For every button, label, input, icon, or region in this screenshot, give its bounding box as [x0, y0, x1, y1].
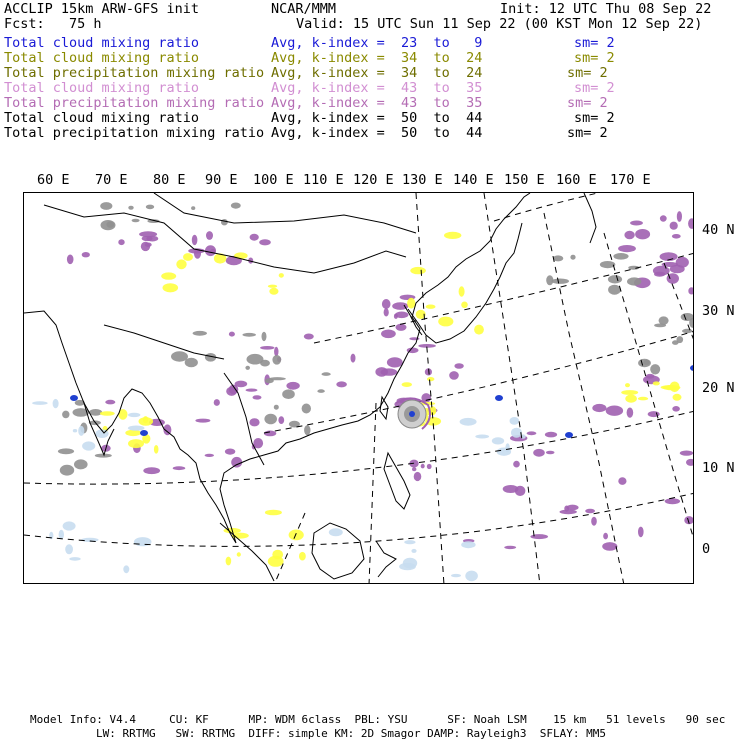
parallel-20n [264, 331, 694, 433]
cloud-core [70, 395, 78, 401]
cloud-blob [465, 571, 478, 582]
cloud-blob [461, 302, 468, 309]
cloud-blob [146, 205, 154, 210]
cloud-blob [329, 528, 343, 536]
cloud-blob [688, 287, 694, 294]
cloud-blob [381, 330, 396, 339]
cloud-blob [226, 387, 237, 396]
legend-name-7: Total precipitation mixing ratio [4, 125, 265, 141]
cloud-blob [32, 401, 48, 405]
lon-label-70e: 70 E [95, 172, 128, 188]
cloud-blob [317, 389, 324, 393]
cloud-blob [221, 219, 228, 225]
border-china [44, 205, 406, 273]
cloud-blob [381, 368, 398, 375]
cloud-blob [128, 439, 144, 448]
cloud-blob [454, 363, 463, 369]
cloud-blob [513, 461, 520, 468]
cloud-blob [451, 574, 461, 577]
cloud-blob [602, 542, 617, 551]
lat-label-30n: 30 N [702, 303, 735, 319]
cloud-blob [630, 221, 643, 226]
legend-sm-3: sm= 2 [567, 65, 608, 81]
cloud-blob [438, 317, 453, 327]
cloud-blob [125, 430, 141, 436]
cloud-blob [533, 449, 545, 457]
cloud-blob [272, 550, 283, 559]
coastline-philippines [384, 453, 410, 509]
cloud-blob [407, 298, 415, 309]
cloud-blob [673, 394, 682, 401]
cloud-blob [503, 485, 519, 493]
cloud-blob [265, 510, 282, 516]
cloud-blob [624, 231, 634, 240]
cloud-blob [229, 332, 235, 337]
cloud-blob [449, 371, 459, 380]
center-label: NCAR/MMM [271, 1, 337, 17]
cloud-blob [618, 477, 626, 485]
legend-sm-7: sm= 2 [567, 125, 608, 141]
cloud-blob [268, 285, 277, 288]
cloud-blob [384, 308, 389, 316]
coastlines [24, 193, 596, 581]
cloud-blob [396, 324, 407, 331]
cloud-blob [650, 364, 660, 374]
cloud-blob [286, 382, 299, 390]
legend-avg-1: Avg, k-index = 23 to 9 [271, 35, 483, 51]
parallel-10n [24, 411, 694, 484]
cloud-blob [551, 279, 569, 284]
cloud-blob [682, 329, 693, 333]
coastline-sulawesi [376, 541, 396, 577]
cloud-blob [412, 467, 416, 471]
cloud-blob [192, 235, 198, 245]
cloud-blob [214, 399, 220, 406]
legend-name-2: Total cloud mixing ratio [4, 50, 200, 66]
cloud-blob [264, 431, 276, 437]
lon-label-150e: 150 E [504, 172, 545, 188]
cloud-blob [242, 333, 256, 337]
cloud-blob [246, 389, 258, 392]
cloud-blob [250, 234, 259, 241]
cloud-blob [269, 288, 278, 295]
legend-sm-6: sm= 2 [574, 110, 615, 126]
cloud-blob [161, 272, 176, 279]
cloud-blob [143, 467, 160, 474]
cloud-blob [272, 355, 281, 365]
cloud-blob [304, 425, 310, 435]
cloud-blob [592, 404, 606, 412]
legend-name-3: Total precipitation mixing ratio [4, 65, 265, 81]
cloud-blob [59, 530, 64, 540]
map-canvas [24, 193, 694, 584]
cloud-blob [231, 203, 241, 209]
lat-label-0: 0 [702, 541, 711, 557]
legend-sm-5: sm= 2 [567, 95, 608, 111]
lat-label-40n: 40 N [702, 222, 735, 238]
legend-avg-2: Avg, k-index = 34 to 24 [271, 50, 483, 66]
cloud-blob [269, 377, 286, 380]
cloud-blob [545, 432, 557, 438]
coastline-taiwan [380, 397, 388, 419]
cloud-blob [351, 354, 356, 363]
cloud-blob [143, 416, 148, 423]
meridian-110e [274, 513, 305, 584]
cloud-blob [237, 552, 241, 556]
cloud-blob [100, 411, 115, 416]
cloud-blob [245, 366, 250, 370]
legend-name-1: Total cloud mixing ratio [4, 35, 200, 51]
cloud-blob [474, 325, 484, 335]
cloud-blob [123, 565, 129, 573]
cloud-blob [475, 435, 489, 439]
cloud-blob [492, 437, 504, 444]
cloud-blob [73, 429, 77, 432]
cloud-blob [608, 275, 622, 283]
legend-sm-2: sm= 2 [574, 50, 615, 66]
cloud-blob [63, 521, 76, 530]
cloud-blob [231, 457, 242, 468]
cloud-blob [67, 255, 74, 265]
cloud-fields [32, 202, 694, 581]
cloud-blob [627, 408, 634, 418]
cloud-blob [600, 261, 615, 268]
legend-name-4: Total cloud mixing ratio [4, 80, 200, 96]
cloud-blob [226, 557, 232, 566]
model-info-line-2: LW: RRTMG SW: RRTMG DIFF: simple KM: 2D Smagor DAMP: Rayleigh3 SFLAY: MM5 [96, 727, 606, 740]
cloud-blob [530, 534, 548, 539]
cloud-blob [299, 552, 306, 561]
cloud-blob [618, 245, 636, 252]
cloud-blob [627, 277, 641, 285]
lat-label-20n: 20 N [702, 380, 735, 396]
cloud-blob [403, 558, 417, 569]
cloud-blob [274, 347, 278, 357]
legend-name-5: Total precipitation mixing ratio [4, 95, 265, 111]
cloud-blob [336, 381, 347, 387]
cloud-blob [62, 411, 69, 419]
cloud-blob [171, 351, 188, 361]
cloud-blob [74, 459, 88, 469]
cloud-blob [274, 405, 279, 410]
cloud-blob [660, 215, 667, 221]
cloud-blob [427, 377, 434, 381]
cloud-blob [101, 220, 116, 230]
cloud-blob [527, 431, 537, 435]
init-time: Init: 12 UTC Thu 08 Sep 22 [500, 1, 712, 17]
cloud-blob [653, 381, 660, 385]
lon-label-90e: 90 E [205, 172, 238, 188]
border-himalaya [104, 325, 224, 359]
cloud-blob [118, 239, 124, 245]
cloud-blob [128, 426, 145, 431]
lon-label-170e: 170 E [610, 172, 651, 188]
cloud-blob [78, 426, 84, 436]
cloud-blob [672, 234, 681, 239]
meridian-150e [544, 213, 624, 584]
cloud-blob [176, 259, 186, 269]
cloud-core [140, 430, 148, 436]
cloud-blob [206, 231, 213, 240]
cloud-blob [670, 265, 685, 274]
cloud-core [495, 395, 503, 401]
cloud-blob [183, 253, 193, 261]
cloud-blob [173, 466, 186, 470]
cloud-blob [625, 383, 630, 387]
cloud-blob [421, 464, 425, 469]
legend-name-6: Total cloud mixing ratio [4, 110, 200, 126]
cloud-blob [205, 454, 214, 457]
cloud-blob [659, 316, 669, 324]
coastline-asia [24, 193, 530, 543]
lon-label-140e: 140 E [453, 172, 494, 188]
cloud-blob [621, 390, 638, 395]
lon-label-110e: 110 E [303, 172, 344, 188]
cloud-blob [643, 360, 649, 365]
cloud-blob [132, 219, 140, 222]
legend-avg-7: Avg, k-index = 50 to 44 [271, 125, 483, 141]
cloud-blob [264, 414, 277, 425]
cloud-core [690, 365, 694, 371]
cloud-blob [404, 540, 415, 544]
cloud-blob [546, 451, 555, 454]
cloud-blob [606, 406, 623, 416]
cloud-blob [410, 267, 426, 274]
cloud-blob [387, 357, 403, 367]
cloud-blob [249, 418, 259, 426]
cloud-blob [382, 299, 391, 309]
cloud-blob [608, 285, 621, 295]
cloud-blob [677, 211, 682, 222]
cloud-blob [680, 451, 693, 456]
cloud-blob [414, 472, 422, 481]
cloud-blob [570, 255, 575, 260]
legend-sm-4: sm= 2 [574, 80, 615, 96]
cloud-blob [427, 464, 432, 469]
lon-label-120e: 120 E [353, 172, 394, 188]
cloud-blob [139, 231, 157, 237]
legend-avg-6: Avg, k-index = 50 to 44 [271, 110, 483, 126]
lat-label-10n: 10 N [702, 460, 735, 476]
lon-label-60e: 60 E [37, 172, 70, 188]
valid-time: Valid: 15 UTC Sun 11 Sep 22 (00 KST Mon 12 Sep 22) [296, 16, 703, 32]
legend-avg-3: Avg, k-index = 34 to 24 [271, 65, 483, 81]
legend-sm-1: sm= 2 [574, 35, 615, 51]
cloud-blob [225, 449, 235, 455]
cloud-blob [145, 243, 152, 247]
cloud-blob [688, 218, 694, 229]
cloud-blob [566, 505, 578, 511]
cloud-blob [394, 314, 398, 319]
cloud-blob [259, 239, 271, 245]
border-mongolia [154, 193, 416, 233]
cloud-blob [289, 530, 304, 541]
cloud-blob [426, 305, 436, 309]
cloud-blob [654, 272, 665, 277]
legend-avg-5: Avg, k-index = 43 to 35 [271, 95, 483, 111]
cloud-blob [195, 419, 210, 423]
cloud-blob [635, 229, 650, 239]
cloud-blob [302, 404, 311, 414]
cloud-blob [681, 313, 694, 321]
cloud-blob [53, 399, 59, 408]
cloud-blob [260, 360, 270, 367]
cloud-blob [670, 222, 678, 230]
cloud-blob [638, 397, 648, 401]
cloud-blob [128, 413, 140, 417]
cloud-blob [402, 382, 412, 387]
cloud-blob [191, 206, 195, 210]
meridian-140e [484, 193, 540, 584]
cloud-blob [58, 448, 74, 454]
lon-label-80e: 80 E [153, 172, 186, 188]
cloud-blob [282, 389, 295, 399]
cloud-blob [444, 232, 461, 239]
cloud-blob [460, 418, 477, 426]
cloud-blob [304, 334, 314, 340]
cloud-blob [603, 533, 608, 540]
cloud-blob [105, 400, 115, 405]
cloud-blob [672, 340, 679, 345]
legend-avg-4: Avg, k-index = 43 to 35 [271, 80, 483, 96]
cloud-blob [663, 385, 681, 390]
coastline-kamchatka [584, 193, 596, 243]
cloud-blob [686, 459, 694, 466]
cloud-blob [411, 549, 416, 553]
forecast-hour: Fcst: 75 h [4, 16, 102, 32]
cloud-blob [82, 441, 95, 450]
lon-label-130e: 130 E [402, 172, 443, 188]
cloud-blob [262, 332, 267, 341]
cloud-blob [260, 346, 274, 350]
cloud-blob [163, 283, 179, 292]
cloud-blob [69, 557, 81, 561]
cloud-blob [154, 445, 159, 454]
cloud-core [565, 432, 573, 438]
meridian-120e [369, 403, 376, 584]
cloud-blob [613, 253, 628, 260]
map-panel [23, 192, 694, 584]
cloud-blob [510, 417, 520, 425]
lon-label-160e: 160 E [556, 172, 597, 188]
cloud-blob [585, 509, 595, 514]
cloud-blob [65, 544, 73, 554]
cloud-blob [625, 395, 637, 403]
cloud-blob [235, 381, 248, 388]
cloud-blob [591, 517, 597, 526]
cloud-blob [278, 416, 284, 424]
cloud-blob [253, 395, 262, 399]
meridian-130e [416, 193, 444, 584]
cloud-blob [638, 527, 644, 538]
cloud-blob [665, 498, 680, 504]
cloud-blob [672, 406, 680, 412]
cloud-blob [504, 546, 516, 549]
cloud-blob [193, 331, 207, 336]
cloud-blob [60, 465, 74, 476]
cloud-blob [553, 255, 563, 261]
cloud-blob [459, 286, 465, 296]
plot-title: ACCLIP 15km ARW-GFS init [4, 1, 200, 17]
model-info-line-1: Model Info: V4.4 CU: KF MP: WDM 6class PBL: YSU SF: Noah LSM 15 km 51 levels 90 sec [30, 713, 726, 726]
cloud-blob [322, 372, 331, 376]
cloud-blob [82, 252, 90, 257]
cloud-blob [205, 245, 216, 256]
cloud-blob [279, 273, 284, 278]
cloud-blob [100, 202, 112, 210]
cloud-blob [511, 428, 522, 438]
cloud-blob [461, 541, 475, 548]
lon-label-100e: 100 E [253, 172, 294, 188]
cloud-blob [128, 206, 133, 210]
